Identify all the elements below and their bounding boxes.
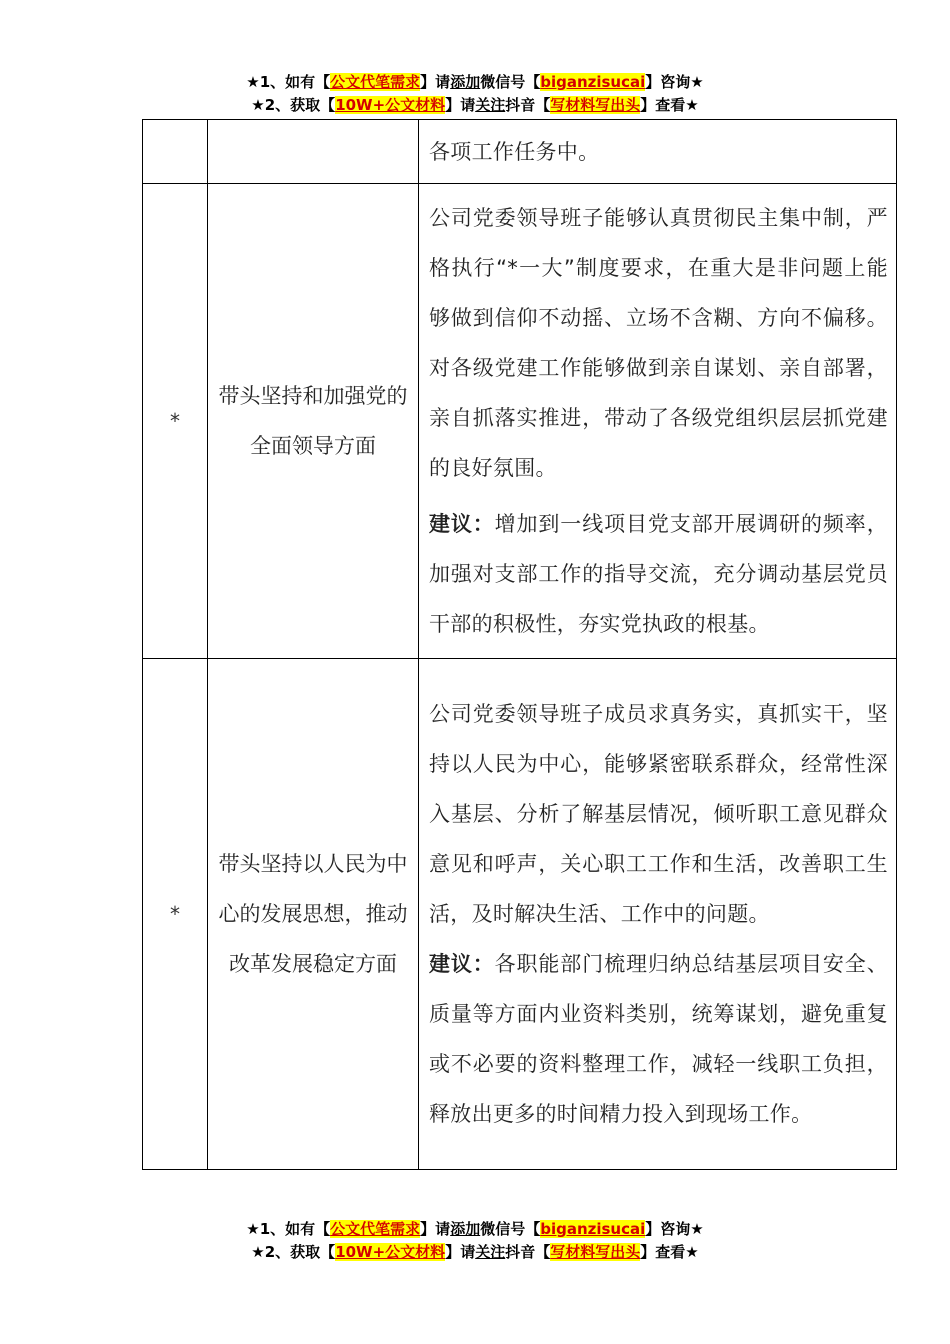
banner-highlight: 写材料写出头 [550,1243,641,1261]
suggestion-paragraph [429,499,888,649]
banner-underlined: 关注 [475,96,506,114]
banner-highlight: 公文代笔需求 [330,73,421,91]
evaluation-table [142,119,897,1170]
banner-text: 抖音【 [505,1243,551,1261]
suggestion-text: 增加到一线项目党支部开展调研的频率，加强对支部工作的指导交流，充分调动基层党员干部的积极性，夯实党执政的根基。 [429,512,888,636]
banner-text: 】咨询★ [645,73,704,91]
table-row [143,120,897,184]
row-number: * [143,184,208,659]
row-number: * [143,659,208,1170]
content-paragraph: 公司党委领导班子成员求真务实，真抓实干，坚持以人民为中心，能够紧密联系群众，经常性深入基层、分析了解基层情况，倾听职工意见群众意见和呼声，关心职工工作和生活，改善职工生活，及时解决生活、工作中的问题。 [429,702,888,926]
banner-highlight: 10W+公文材料 [335,1243,446,1261]
suggestion-label: 建议： [429,952,495,976]
banner-text: ★1、如有【 [246,73,331,91]
suggestion-label: 建议： [429,512,495,536]
aspect-cell: 带头坚持和加强党的全面领导方面 [208,184,419,659]
banner-highlight: 写材料写出头 [550,96,641,114]
content-cell [419,120,897,184]
banner-text: ★1、如有【 [246,1220,331,1238]
banner-line-2 [0,94,950,117]
banner-line-1 [0,71,950,94]
banner-text: 】咨询★ [645,1220,704,1238]
banner-text: 微信号【 [480,73,541,91]
content-cell [419,659,897,1170]
banner-text: 抖音【 [505,96,551,114]
header-banner [0,71,950,117]
table-row [143,659,897,1170]
banner-text: 微信号【 [480,1220,541,1238]
content-paragraph: 公司党委领导班子能够认真贯彻民主集中制，严格执行“*一大”制度要求，在重大是非问题上能够做到信仰不动摇、立场不含糊、方向不偏移。对各级党建工作能够做到亲自谋划、亲自部署，亲自抓落实推进，带动了各级党组织层层抓党建的良好氛围。 [429,206,888,480]
banner-text: 】请 [445,96,476,114]
banner-highlight: biganzisucai [540,1220,646,1238]
content-paragraph: 各项工作任务中。 [429,139,600,164]
banner-text: 】查看★ [640,1243,699,1261]
banner-text: 】查看★ [640,96,699,114]
banner-text: 】请 [445,1243,476,1261]
banner-underlined: 添加 [450,73,481,91]
banner-line-1 [0,1218,950,1241]
table-row [143,184,897,659]
row-number [143,120,208,184]
banner-text: ★2、获取【 [251,96,336,114]
suggestion-text: 各职能部门梳理归纳总结基层项目安全、质量等方面内业资料类别，统筹谋划，避免重复或不必要的资料整理工作，减轻一线职工负担，释放出更多的时间精力投入到现场工作。 [429,952,888,1126]
aspect-cell [208,120,419,184]
banner-highlight: biganzisucai [540,73,646,91]
banner-text: 】请 [420,1220,451,1238]
banner-underlined: 关注 [475,1243,506,1261]
content-cell [419,184,897,659]
banner-underlined: 添加 [450,1220,481,1238]
footer-banner [0,1218,950,1264]
banner-text: ★2、获取【 [251,1243,336,1261]
banner-text: 】请 [420,73,451,91]
banner-highlight: 10W+公文材料 [335,96,446,114]
suggestion-paragraph [429,939,888,1139]
banner-line-2 [0,1241,950,1264]
aspect-cell: 带头坚持以人民为中心的发展思想，推动改革发展稳定方面 [208,659,419,1170]
banner-highlight: 公文代笔需求 [330,1220,421,1238]
